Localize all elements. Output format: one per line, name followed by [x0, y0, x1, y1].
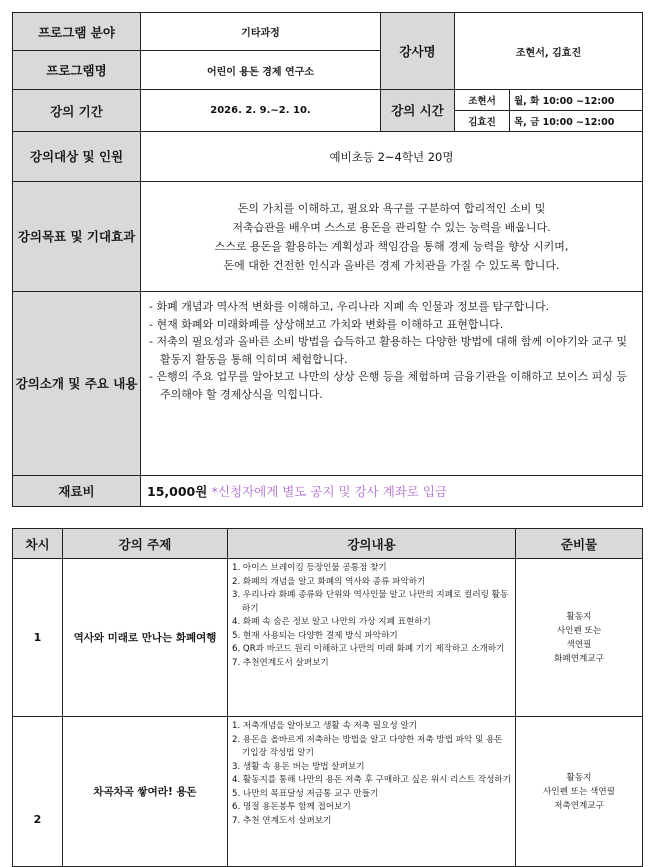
session-topic: 역사와 미래로 만나는 화폐여행: [63, 559, 228, 717]
header-materials: 준비물: [516, 529, 643, 559]
goal-line: 저축습관을 배우며 스스로 용돈을 관리할 수 있는 능력을 배웁니다.: [232, 220, 551, 234]
content-item: 1. 아이스 브레이킹 등장인물 공통점 찾기: [232, 563, 387, 573]
schedule-name: 조현서: [455, 90, 510, 111]
content-item: 2. 화폐의 개념을 알고 화폐의 역사와 종류 파악하기: [232, 576, 426, 587]
goal-label: 강의목표 및 기대효과: [13, 182, 141, 292]
session-materials: [516, 559, 643, 717]
fee-note: *신청자에게 별도 공지 및 강사 계좌로 입금: [211, 484, 448, 499]
goal-text: [141, 182, 643, 292]
content-item: 7. 추천연계도서 살펴보기: [232, 657, 329, 668]
header-session: 차시: [13, 529, 63, 559]
schedule-name: 김효진: [455, 111, 510, 132]
session-number: 1: [13, 559, 63, 717]
intro-item: - 은행의 주요 업무를 알아보고 나만의 상상 은행 등을 체험하며 금융기관을 이해하고 보이스 피싱 등 주의해야 할 경제상식을 익힙니다.: [149, 370, 627, 401]
fee-label: 재료비: [13, 476, 141, 507]
intro-item: - 저축의 필요성과 올바른 소비 방법을 습득하고 활용하는 다양한 방법에 대해 함께 이야기와 교구 및 활동지 활동을 통해 익히며 체험합니다.: [149, 335, 627, 366]
session-content: [228, 559, 516, 717]
session-number: 2: [13, 717, 63, 867]
instructor-value: 조현서, 김효진: [455, 13, 643, 90]
material-item: 사인펜 또는 색연필: [543, 786, 615, 797]
target-value: 예비초등 2~4학년 20명: [141, 132, 643, 182]
material-item: 사인펜 또는: [556, 625, 602, 636]
target-label: 강의대상 및 인원: [13, 132, 141, 182]
program-info-table: [12, 12, 643, 507]
sessions-table: [12, 528, 643, 867]
content-item: 1. 저축개념을 알아보고 생활 속 저축 필요성 알기: [232, 721, 418, 731]
content-item: 5. 나만의 목표달성 저금통 교구 만들기: [232, 788, 379, 799]
field-value: 기타과정: [141, 13, 381, 51]
intro-label: 강의소개 및 주요 내용: [13, 292, 141, 476]
material-item: 화폐연계교구: [554, 653, 604, 664]
instructor-label: 강사명: [381, 13, 455, 90]
material-item: 저축연계교구: [554, 800, 604, 811]
program-name-label: 프로그램명: [13, 51, 141, 90]
period-label: 강의 기간: [13, 90, 141, 132]
intro-item: - 현재 화폐와 미래화폐를 상상해보고 가치와 변화를 이해하고 표현합니다.: [149, 317, 504, 331]
content-item: 4. 활동지를 통해 나만의 용돈 저축 후 구매하고 싶은 위시 리스트 작성하기: [232, 775, 511, 785]
content-item: 7. 추천 연계도서 살펴보기: [232, 815, 332, 826]
program-name-value: 어린이 용돈 경제 연구소: [141, 51, 381, 90]
material-item: 색연필: [566, 639, 592, 650]
intro-item: - 화폐 개념과 역사적 변화를 이해하고, 우리나라 지폐 속 인물과 정보를 탐구합니다.: [149, 300, 550, 313]
content-item: 2. 용돈을 올바르게 저축하는 방법을 알고 다양한 저축 방법 파악 및 용돈 기입장 작성법 알기: [232, 734, 503, 758]
goal-line: 돈에 대한 건전한 인식과 올바른 경제 가치관을 가질 수 있도록 합니다.: [223, 258, 560, 272]
content-item: 4. 화폐 속 숨은 정보 알고 나만의 가상 지폐 표현하기: [232, 617, 431, 627]
goal-line: 스스로 용돈을 활용하는 계획성과 책임감을 통해 경제 능력을 향상 시키며,: [214, 239, 569, 253]
header-topic: 강의 주제: [63, 529, 228, 559]
header-content: 강의내용: [228, 529, 516, 559]
schedule-time: 목, 금 10:00 ~12:00: [510, 111, 643, 132]
goal-line: 돈의 가치를 이해하고, 필요와 욕구를 구분하여 합리적인 소비 및: [237, 201, 546, 215]
schedule-time: 월, 화 10:00 ~12:00: [510, 90, 643, 111]
field-label: 프로그램 분야: [13, 13, 141, 51]
period-value: 2026. 2. 9.~2. 10.: [141, 90, 381, 132]
session-topic: 차곡차곡 쌓여라! 용돈: [63, 717, 228, 867]
time-label: 강의 시간: [381, 90, 455, 132]
fee-value: 15,000원: [147, 484, 208, 499]
intro-text: [141, 292, 643, 476]
content-item: 6. 명절 용돈봉투 함께 접어보기: [232, 802, 351, 812]
session-materials: [516, 717, 643, 867]
content-item: 3. 우리나라 화폐 종류와 단위와 역사인물 알고 나만의 지폐로 컬러링 활동하기: [232, 590, 509, 614]
fee-cell: [141, 476, 643, 507]
material-item: 활동지: [566, 611, 592, 622]
content-item: 3. 생활 속 용돈 버는 방법 살펴보기: [232, 761, 365, 772]
session-content: [228, 717, 516, 867]
content-item: 5. 현재 사용되는 다양한 결제 방식 파악하기: [232, 630, 398, 641]
material-item: 활동지: [566, 772, 592, 783]
content-item: 6. QR과 바코드 원리 이해하고 나만의 미래 화폐 기기 제작하고 소개하기: [232, 644, 505, 654]
